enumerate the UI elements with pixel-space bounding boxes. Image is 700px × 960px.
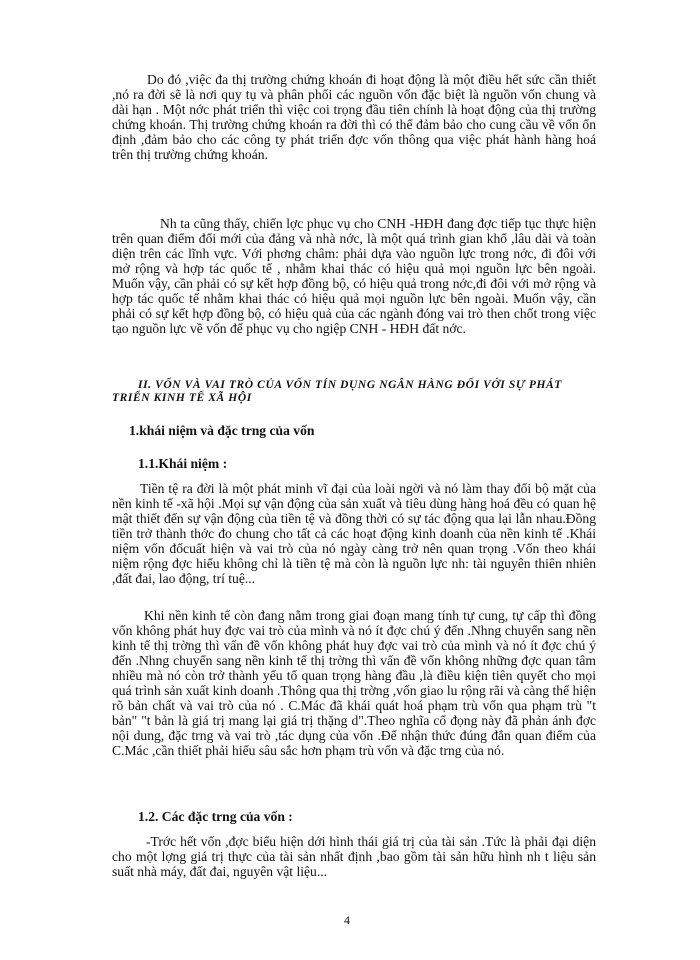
paragraph-market-economy: Khi nền kinh tế còn đang nằm trong giai đoạn mang tính tự cung, tự cấp thì đồng vốn không phát huy đợc vai trò của mình và nó ít đợc chú ý đến .Nhng chuyển sang nền kinh tế thị trờng thì vấn đề vốn không phát huy đợc vai trò của mình và nó ít đợc chú ý đến .Nhng chuyển sang nền kinh tế thị trờng thì vấn đề vốn không những đợc quan tâm nhiều mà nó còn trở thành yếu tố quan trọng hàng đầu ,là điều kiện tiên quyết cho mọi quá trình sản xuất kinh doanh .Thông qua thị trờng ,vốn giao lu rộng rãi và càng thể hiện rõ bản chất và vai trò của nó . C.Mác đã khái quát hoá phạm trù vốn qua phạm trù "t bản" "t bản là giá trị mang lại giá trị thặng d".Theo nghĩa cổ đọng này đã phản ánh đợc nội dung, đặc trng và vai trò ,tác dụng của vốn .Để nhận thức đúng đắn quan điểm của C.Mác ,cần thiết phải hiểu sâu sắc hơn phạm trù vốn và đặc trng của nó. — [112, 608, 596, 758]
paragraph-money-concept: Tiền tệ ra đời là một phát minh vĩ đại của loài ngời và nó làm thay đổi bộ mặt của nền kinh tế -xã hội .Mọi sự vận động của sản xuất và tiêu dùng hàng hoá đều có quan hệ mật thiết đến sự vận động của tiền tệ và đồng thời có sự tác động qua lại lẫn nhau.Đồng tiền trở thành thớc đo chung cho tất cả các hoạt động kinh doanh của nền kinh tế .Khái niệm vốn đốcuất hiện và vai trò của nó ngày càng trở nên quan trọng .Vốn theo khái niệm rộng đợc hiểu không chỉ là tiền tệ mà còn là nguồn lực nh: tài nguyên thiên nhiên ,đất đai, lao động, trí tuệ... — [112, 481, 596, 586]
subheading-concept: 1.1.Khái niệm : — [138, 456, 228, 471]
section-heading-ii: II. VỐN VÀ VAI TRÒ CỦA VỐN TÍN DỤNG NGÂN HÀNG ĐỐI VỚI SỰ PHÁT TRIỂN KINH TẾ XÃ HỘI — [112, 379, 562, 404]
subheading-concept-and-characteristics: 1.khái niệm và đặc trng của vốn — [129, 423, 315, 438]
paragraph-development-strategy: Nh ta cũng thấy, chiến lợc phục vụ cho CNH -HĐH đang đợc tiếp tục thực hiện trên quan điểm đổi mới của đảng và nhà nớc, là một quá trình gian khổ ,lâu dài và toàn diện trên các lĩnh vực. Với phơng châm: phải dựa vào nguồn lực trong nớc, đi đôi với mở rộng và hợp tác quốc tế , nhằm khai thác có hiệu quả mọi nguồn lực bên ngoài. Muốn vậy, cần phải có sự kết hợp đồng bộ, có hiệu quả trong nớc,đi đôi với mở rộng và hợp tác quốc tế nhằm khai thác có hiệu quả mọi nguồn lực bên ngoài. Muốn vậy, cần phải có sự kết hợp đồng bộ, có hiệu quả của các ngành đóng vai trò then chốt trong việc tạo nguồn lực về vốn để phục vụ cho ngiệp CNH - HĐH đất nớc. — [112, 216, 596, 336]
page-number: 4 — [344, 913, 350, 927]
subheading-characteristics: 1.2. Các đặc trng của vốn : — [138, 809, 293, 824]
paragraph-stock-market: Do đó ,việc đa thị trường chứng khoán đi hoạt động là một điều hết sức cần thiết ,nó ra đời sẽ là nơi quy tụ và phân phối các nguồn vốn đặc biệt là nguồn vốn chung và dài hạn . Một nớc phát triển thì việc coi trọng đầu tiên chính là hoạt động của thị trường chứng khoán. Thị trường chứng khoán ra đời thì có thể đảm bảo cho cung cầu về vốn ổn định ,đảm bảo cho các công ty phát triển đợc vốn thông qua việc phát hành hàng hoá trên thị trường chứng khoán. — [112, 72, 596, 162]
paragraph-capital-value: -Trớc hết vốn ,đợc biểu hiện dới hình thái giá trị của tài sản .Tức là phải đại diện cho một lợng giá trị thực của tài sản nhất định ,bao gồm tài sản hữu hình nh t liệu sản suất nhà máy, đất đai, nguyên vật liệu... — [112, 834, 596, 879]
